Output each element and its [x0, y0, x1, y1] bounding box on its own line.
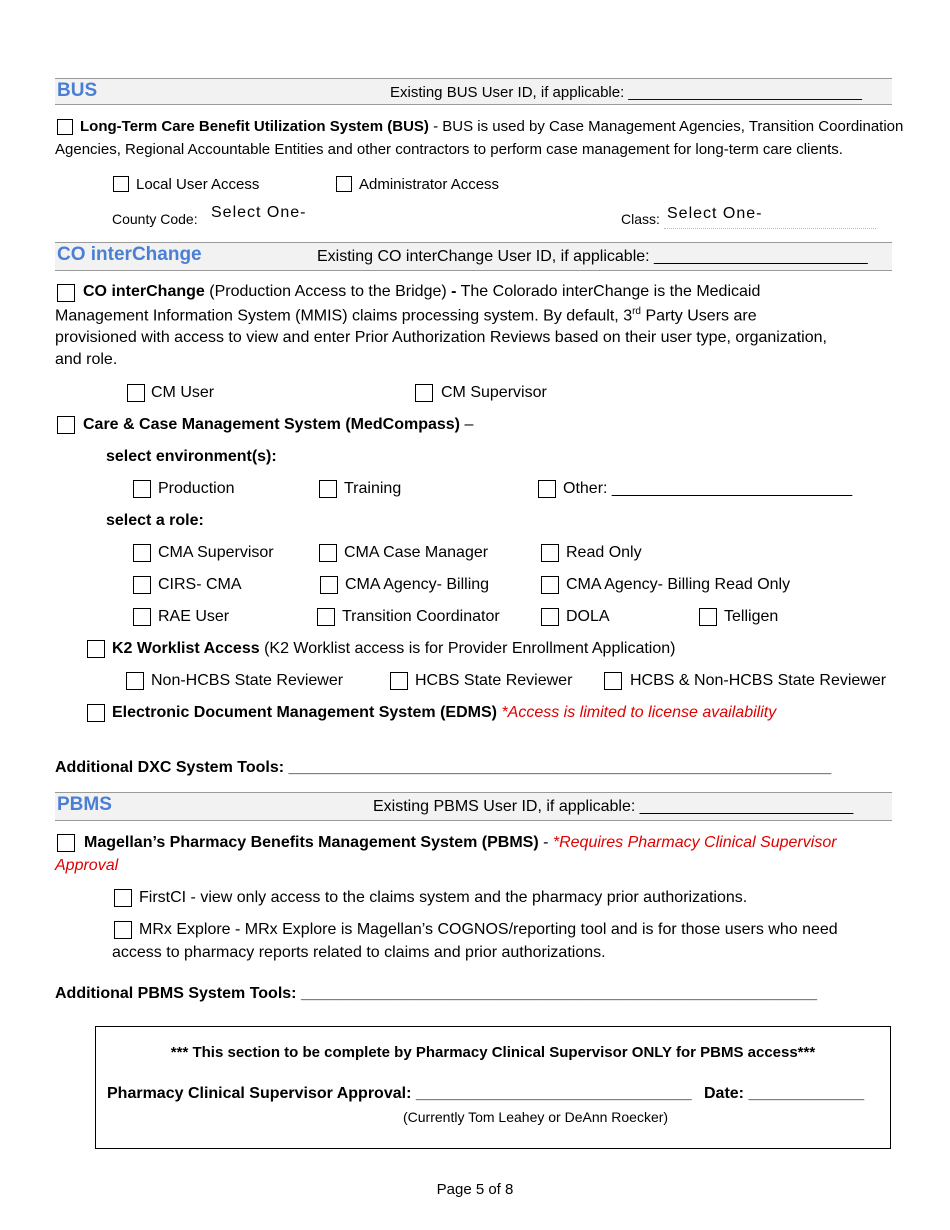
pbms-section-header: [55, 792, 892, 821]
env-other-checkbox[interactable]: [538, 480, 556, 498]
bus-admin-label: Administrator Access: [359, 176, 500, 193]
interchange-desc2: Management Information System (MMIS) claims processing system. By default, 3: [55, 307, 633, 325]
k2-system-name: K2 Worklist Access: [112, 640, 260, 657]
supervisor-approval-box: [95, 1026, 891, 1149]
interchange-system-name: CO interChange: [83, 283, 205, 300]
bus-existing-id-label: Existing BUS User ID, if applicable: ____________________________: [390, 84, 863, 101]
bus-local-user-label: Local User Access: [136, 176, 260, 193]
interchange-description-line1: [83, 283, 760, 301]
env-production-label: Production: [158, 480, 235, 497]
role-read-only-label: Read Only: [566, 544, 642, 561]
mrx-explore-line2: access to pharmacy reports related to claims and prior authorizations.: [112, 944, 606, 961]
role-dola-checkbox[interactable]: [541, 608, 559, 626]
env-training-label: Training: [344, 480, 402, 497]
pbms-checkbox[interactable]: [57, 834, 75, 852]
role-cma-case-manager-label: CMA Case Manager: [344, 544, 489, 561]
interchange-existing-id-label: Existing CO interChange User ID, if applicable: ________________________: [317, 248, 868, 265]
role-rae-user-label: RAE User: [158, 608, 230, 625]
pbms-dash: -: [538, 834, 553, 851]
bus-section-header: [55, 78, 892, 105]
bus-checkbox[interactable]: [57, 119, 73, 135]
medcompass-system-name: Care & Case Management System (MedCompass): [83, 416, 461, 433]
bus-description-line1: [80, 118, 903, 135]
interchange-section-header: [55, 242, 892, 271]
pbms-note-line1: *Requires Pharmacy Clinical Supervisor: [552, 834, 837, 851]
role-telligen-label: Telligen: [724, 608, 779, 625]
interchange-section-title: CO interChange: [57, 244, 202, 265]
role-cma-supervisor-checkbox[interactable]: [133, 544, 151, 562]
additional-dxc-tools[interactable]: Additional DXC System Tools: _____________________________________________________________: [55, 759, 832, 776]
k2-title: [112, 640, 675, 658]
pbms-existing-id-label: Existing PBMS User ID, if applicable: ________________________: [373, 798, 854, 815]
role-telligen-checkbox[interactable]: [699, 608, 717, 626]
cm-user-checkbox[interactable]: [127, 384, 145, 402]
edms-note: *Access is limited to license availability: [501, 704, 777, 721]
role-cma-agency-billing-read-only-checkbox[interactable]: [541, 576, 559, 594]
interchange-description-line4: and role.: [55, 351, 118, 368]
k2-hcbs-checkbox[interactable]: [390, 672, 408, 690]
role-cma-agency-billing-read-only-label: CMA Agency- Billing Read Only: [566, 576, 791, 593]
select-environment-label: select environment(s):: [106, 448, 277, 465]
role-cma-agency-billing-checkbox[interactable]: [320, 576, 338, 594]
interchange-description-line3: provisioned with access to view and enter Prior Authorization Reviews based on their user type, organization,: [55, 329, 827, 346]
edms-system-name: Electronic Document Management System (EDMS): [112, 704, 497, 721]
bus-local-user-checkbox[interactable]: [113, 176, 129, 192]
k2-description: (K2 Worklist access is for Provider Enrollment Application): [259, 640, 676, 657]
pbms-section-title: PBMS: [57, 794, 112, 815]
mrx-explore-line1: MRx Explore - MRx Explore is Magellan’s COGNOS/reporting tool and is for those users who need: [139, 921, 838, 938]
supervisor-date-field[interactable]: Date: _____________: [704, 1085, 865, 1102]
role-cirs-cma-label: CIRS- CMA: [158, 576, 242, 593]
interchange-paren: (Production Access to the Bridge): [204, 283, 452, 300]
env-training-checkbox[interactable]: [319, 480, 337, 498]
role-transition-coordinator-checkbox[interactable]: [317, 608, 335, 626]
cm-supervisor-checkbox[interactable]: [415, 384, 433, 402]
k2-checkbox[interactable]: [87, 640, 105, 658]
firstci-checkbox[interactable]: [114, 889, 132, 907]
role-rae-user-checkbox[interactable]: [133, 608, 151, 626]
bus-description-part1: - BUS is used by Case Management Agencies, Transition Coordination: [428, 118, 904, 135]
class-label: Class:: [621, 211, 660, 227]
k2-non-hcbs-label: Non-HCBS State Reviewer: [151, 672, 344, 689]
bus-system-name: Long-Term Care Benefit Utilization System (BUS): [80, 118, 429, 135]
role-cma-case-manager-checkbox[interactable]: [319, 544, 337, 562]
env-other-label: Other: ___________________________: [563, 480, 853, 497]
interchange-sup: rd: [632, 306, 641, 317]
bus-section-title: BUS: [57, 80, 98, 101]
page-number: Page 5 of 8: [436, 1181, 514, 1198]
role-dola-label: DOLA: [566, 608, 610, 625]
cm-supervisor-label: CM Supervisor: [441, 384, 547, 401]
county-code-select[interactable]: Select One-: [211, 204, 307, 221]
medcompass-checkbox[interactable]: [57, 416, 75, 434]
bus-admin-checkbox[interactable]: [336, 176, 352, 192]
supervisor-box-header: *** This section to be complete by Pharmacy Clinical Supervisor ONLY for PBMS access***: [170, 1044, 816, 1061]
interchange-desc2b: Party Users are: [641, 307, 757, 325]
pbms-description-line1: [84, 834, 837, 852]
medcompass-dash: –: [460, 416, 474, 433]
supervisor-approval-field[interactable]: Pharmacy Clinical Supervisor Approval: _______________________________: [107, 1085, 692, 1102]
medcompass-title: [83, 416, 473, 434]
role-read-only-checkbox[interactable]: [541, 544, 559, 562]
bus-description-line2: Agencies, Regional Accountable Entities and other contractors to perform case management for long-term care clients.: [55, 141, 843, 158]
cm-user-label: CM User: [151, 384, 215, 401]
additional-pbms-tools[interactable]: Additional PBMS System Tools: __________________________________________________________: [55, 985, 818, 1002]
interchange-desc1: The Colorado interChange is the Medicaid: [456, 283, 761, 300]
interchange-checkbox[interactable]: [57, 284, 75, 302]
env-production-checkbox[interactable]: [133, 480, 151, 498]
pbms-note-line2: Approval: [55, 857, 119, 874]
interchange-description-line2: [55, 306, 757, 325]
county-code-label: County Code:: [112, 211, 198, 227]
role-cma-supervisor-label: CMA Supervisor: [158, 544, 274, 561]
edms-checkbox[interactable]: [87, 704, 105, 722]
k2-hcbs-label: HCBS State Reviewer: [415, 672, 573, 689]
k2-hcbs-and-non-checkbox[interactable]: [604, 672, 622, 690]
pbms-system-name: Magellan’s Pharmacy Benefits Management System (PBMS): [84, 834, 539, 851]
role-cirs-cma-checkbox[interactable]: [133, 576, 151, 594]
edms-title: [112, 704, 776, 722]
role-cma-agency-billing-label: CMA Agency- Billing: [345, 576, 490, 593]
firstci-label: FirstCI - view only access to the claims system and the pharmacy prior authorizations.: [139, 889, 748, 906]
class-select[interactable]: Select One-: [667, 205, 763, 222]
class-select-underline: [664, 228, 876, 229]
role-transition-coordinator-label: Transition Coordinator: [342, 608, 500, 625]
select-role-label: select a role:: [106, 512, 204, 529]
k2-non-hcbs-checkbox[interactable]: [126, 672, 144, 690]
interchange-dash: -: [451, 283, 457, 300]
mrx-explore-checkbox[interactable]: [114, 921, 132, 939]
k2-hcbs-and-non-label: HCBS & Non-HCBS State Reviewer: [630, 672, 887, 689]
supervisor-current-names: (Currently Tom Leahey or DeAnn Roecker): [403, 1109, 669, 1125]
